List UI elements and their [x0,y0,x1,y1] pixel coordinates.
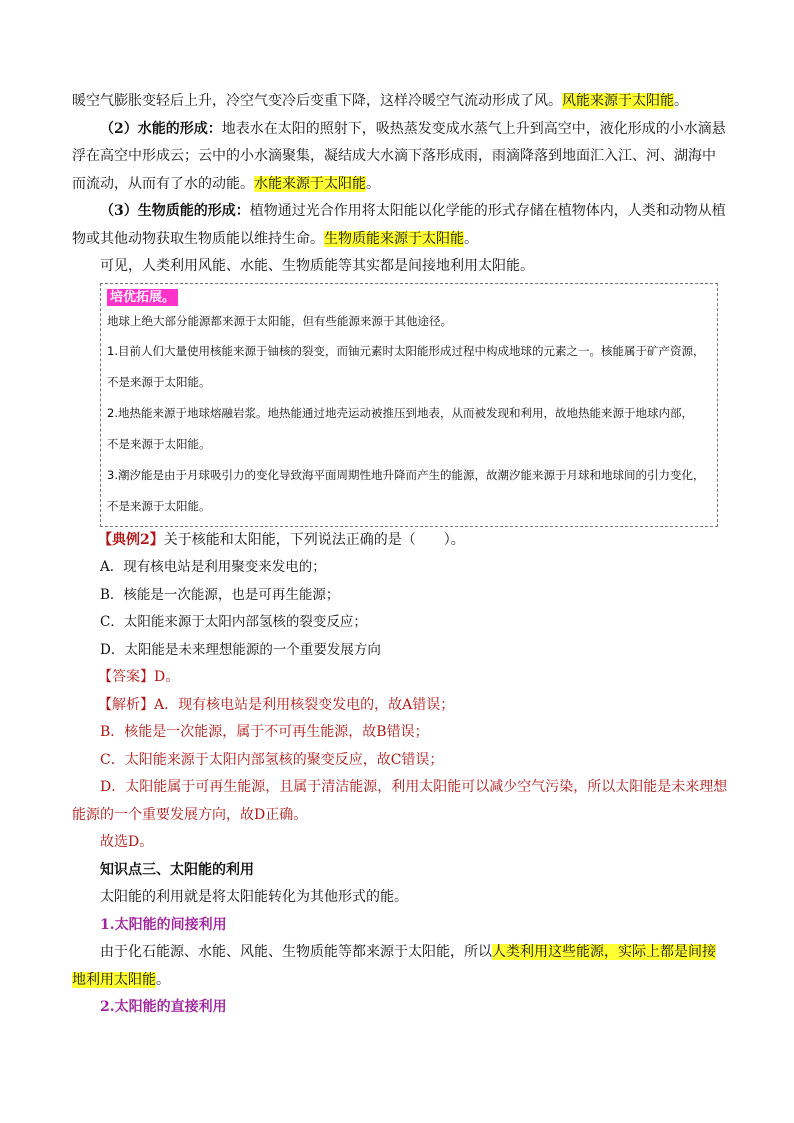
water-title: 水能的形成： [137,120,222,137]
example-label: 【典例2】 [98,531,164,548]
option-d: D．太阳能是未来理想能源的一个重要发展方向 [100,641,381,658]
wind-paragraph-end [72,88,732,116]
bio-highlight: 生物质能来源于太阳能 [324,230,464,247]
water-number: （2） [100,120,138,137]
indirect-highlight-2: 地利用太阳能 [72,971,156,988]
example-question-text: 关于核能和太阳能，下列说法正确的是（ ）。 [163,531,465,548]
water-line-2: 浮在高空中形成云；云中的小水滴聚集，凝结成大水滴下落形成雨，雨滴降落到地面汇入江、河、湖海中 [72,148,716,164]
period: 。 [464,230,478,247]
extension-item-2a: 2.地热能来源于地球熔融岩浆。地热能通过地壳运动被推压到地表，从而被发现和利用，故地热能来源于地球内部， [107,405,693,420]
option-b: B．核能是一次能源，也是可再生能源； [100,586,340,603]
bio-line-1: 植物通过光合作用将太阳能以化学能的形式存储在植物体内，人类和动物从植 [249,203,726,219]
water-paragraph [72,116,732,144]
bio-line-2: 物或其他动物获取生物质能以维持生命。 [72,230,324,247]
water-line-3: 而流动，从而有了水的动能。 [72,175,254,192]
answer-value: D。 [154,669,180,685]
wind-highlight: 风能来源于太阳能 [562,93,674,109]
extension-item-2b: 不是来源于太阳能。 [107,436,211,451]
option-a: A．现有核电站是利用聚变来发电的； [100,559,326,575]
period: 。 [156,971,170,988]
option-c: C．太阳能来源于太阳内部氢核的裂变反应； [100,614,367,630]
subheading-indirect: 1.太阳能的间接利用 [100,916,227,933]
extension-item-3b: 不是来源于太阳能。 [107,498,211,513]
bio-number: （3） [100,203,138,219]
analysis-row-a [72,692,732,720]
water-highlight: 水能来源于太阳能 [254,175,366,192]
answer-row [72,664,732,692]
extension-box [100,283,718,527]
bio-line-2-row [72,226,732,254]
indirect-line-1 [72,939,732,967]
analysis-c: C．太阳能来源于太阳内部氢核的聚变反应，故C错误； [100,751,444,768]
analysis-d: D．太阳能属于可再生能源，且属于清洁能源，利用太阳能可以减少空气污染，所以太阳能是未来理想 [100,779,728,795]
extension-intro: 地球上绝大部分能源都来源于太阳能，但有些能源来源于其他途径。 [107,313,452,328]
knowledge-heading: 知识点三、太阳能的利用 [100,861,254,878]
summary-paragraph: 可见，人类利用风能、水能、生物质能等其实都是间接地利用太阳能。 [100,258,534,274]
indirect-highlight: 人类利用这些能源，实际上都是间接 [492,944,716,960]
answer-label: 【答案】 [98,669,154,685]
indirect-text: 由于化石能源、水能、风能、生物质能等都来源于太阳能，所以 [100,944,492,960]
document-page [72,88,732,1022]
extension-tag: 培优拓展。 [107,289,178,306]
knowledge-intro: 太阳能的利用就是将太阳能转化为其他形式的能。 [100,889,408,905]
period: 。 [366,175,380,192]
analysis-a: A．现有核电站是利用核裂变发电的，故A错误； [154,696,455,713]
choose-answer: 故选D。 [100,834,154,850]
bio-title: 生物质能的形成： [137,203,250,219]
extension-item-1a: 1.目前人们大量使用核能来源于铀核的裂变，而铀元素时太阳能形成过程中构成地球的元素之一。核能属于矿产资源， [107,343,705,358]
extension-item-1b: 不是来源于太阳能。 [107,374,211,389]
extension-item-3a: 3.潮汐能是由于月球吸引力的变化导致海平面周期性地升降而产生的能源，故潮汐能来源于月球和地球间的引力变化， [107,467,705,482]
subheading-direct: 2.太阳能的直接利用 [100,999,227,1015]
example-question [72,527,732,555]
bio-paragraph [72,198,732,226]
wind-text: 暖空气膨胀变轻后上升，冷空气变冷后变重下降，这样冷暖空气流动形成了风。 [72,93,562,109]
analysis-label: 【解析】 [98,696,154,713]
analysis-b: B．核能是一次能源，属于不可再生能源，故B错误； [100,724,429,740]
water-line-2-row [72,143,732,171]
analysis-d-cont: 能源的一个重要发展方向，故D正确。 [72,806,308,823]
water-line-3-row [72,171,732,199]
water-line-1: 地表水在太阳的照射下，吸热蒸发变成水蒸气上升到高空中，液化形成的小水滴悬 [221,120,726,137]
period: 。 [674,93,688,109]
indirect-line-2 [72,967,732,995]
